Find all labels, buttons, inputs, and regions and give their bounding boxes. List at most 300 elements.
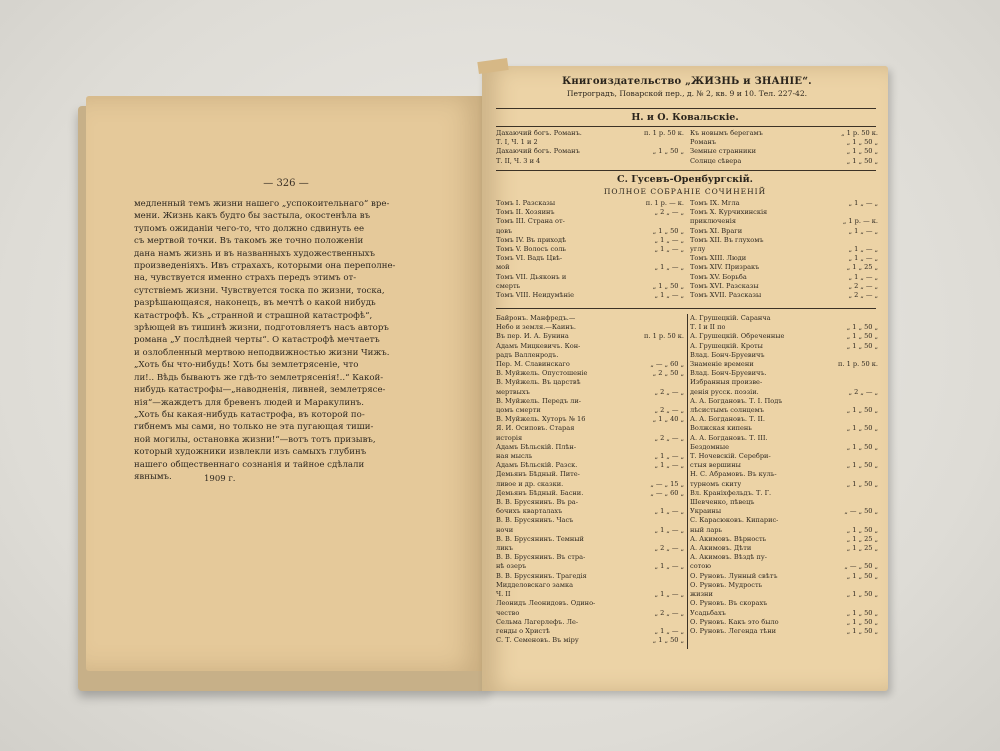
- catalog-entry: [496, 516, 684, 525]
- text-line: медленный темъ жизни нашего „успокоительнаго“ вре-: [134, 199, 390, 209]
- catalog-entry: [496, 138, 684, 147]
- catalog-entry: [496, 388, 684, 397]
- catalog-entry: [496, 590, 684, 599]
- catalog-entry: [690, 526, 878, 535]
- entry-title: Знаменіе времени: [690, 360, 754, 369]
- entry-price: „ 1 „ 50 „: [846, 479, 878, 488]
- text-line: дана намъ жизнь и въ названныхъ художественныхъ: [134, 248, 375, 259]
- column-divider: [687, 314, 688, 649]
- catalog-entry: [496, 618, 684, 627]
- entry-title: Влад. Бонч-Бруевичъ: [690, 350, 765, 359]
- catalog-entry: [496, 147, 684, 156]
- entry-title: О. Руновъ. Лунный свѣтъ: [690, 571, 778, 580]
- text-line: „Хоть бы что-нибудь! Хоть бы землетрясеніе, что: [134, 360, 359, 371]
- catalog-entry: [496, 217, 684, 226]
- entry-title: цовъ: [496, 226, 513, 235]
- entry-price: „ 1 „ — „: [848, 245, 878, 254]
- entry-price: „ 2 „ — „: [654, 608, 684, 617]
- entry-price: „ — „ 50 „: [844, 507, 878, 516]
- catalog-entry: [690, 553, 878, 562]
- entry-title: Украины: [690, 507, 722, 516]
- entry-title: А. А. Богдановъ. Т. II.: [690, 415, 765, 424]
- catalog-entry: [496, 323, 684, 332]
- catalog-entry: [690, 263, 878, 272]
- entry-price: „ 1 „ 50 „: [846, 571, 878, 580]
- entry-title: Леонидъ Леонидовъ. Одино-: [496, 599, 596, 608]
- catalog-entry: [496, 572, 684, 581]
- divider-rule: [496, 126, 876, 127]
- catalog-entry: [496, 498, 684, 507]
- catalog-column-right: [690, 199, 878, 300]
- entry-title: чество: [496, 608, 520, 617]
- entry-price: „ 1 „ 25 „: [846, 263, 878, 272]
- catalog-entry: [496, 360, 684, 369]
- entry-price: „ 1 „ 50 „: [652, 281, 684, 290]
- catalog-entry: [690, 273, 878, 282]
- entry-title: углу: [690, 245, 706, 254]
- entry-title: Земные странники: [690, 147, 756, 156]
- entry-title: мертвыхъ: [496, 387, 530, 396]
- catalog-entry: [496, 434, 684, 443]
- entry-title: денія русск. поэзіи.: [690, 387, 759, 396]
- entry-price: „ 1 „ 25 „: [846, 544, 878, 553]
- catalog-column-left: [496, 314, 684, 645]
- section-heading-kovalskie: Н. и О. Ковальскіе.: [631, 112, 739, 123]
- text-line: разрѣшающаяся, наконецъ, въ мечтѣ о какой нибудь: [134, 298, 376, 309]
- catalog-entry: [496, 254, 684, 263]
- catalog-entry: [496, 480, 684, 489]
- entry-title: Томъ II. Хозяинъ: [496, 208, 555, 217]
- entry-price: „ 2 „ — „: [654, 544, 684, 553]
- entry-title: Солнце сѣвера: [690, 156, 742, 165]
- catalog-entry: [496, 452, 684, 461]
- catalog-entry: [690, 627, 878, 636]
- catalog-entry: [496, 291, 684, 300]
- entry-title: Къ новымъ берегамъ: [690, 129, 763, 137]
- entry-title: Шевченко, пѣвецъ: [690, 498, 755, 507]
- catalog-entry: [690, 236, 878, 245]
- entry-title: Ч. II: [496, 590, 511, 599]
- catalog-entry: [690, 138, 878, 147]
- right-page: [482, 66, 888, 691]
- catalog-entry: [690, 609, 878, 618]
- entry-title: Томъ III. Страна от-: [496, 217, 565, 226]
- catalog-entry: [690, 452, 878, 461]
- catalog-column-right: [690, 314, 878, 636]
- entry-title: А. Акимовъ. Вѣздѣ пу-: [690, 553, 767, 562]
- catalog-entry: [496, 342, 684, 351]
- entry-price: „ 1 „ — „: [654, 562, 684, 571]
- entry-title: Я. И. Осиповъ. Старая: [496, 424, 575, 433]
- catalog-entry: [496, 609, 684, 618]
- catalog-entry: [690, 360, 878, 369]
- catalog-entry: [690, 254, 878, 263]
- entry-title: приключенія: [690, 217, 736, 226]
- divider-rule: [496, 108, 876, 109]
- publisher-name: Книгоиздательство „ЖИЗНЬ и ЗНАНІЕ“.: [562, 76, 812, 87]
- entry-price: „ 2 „ — „: [848, 387, 878, 396]
- torn-corner: [477, 58, 508, 74]
- catalog-entry: [496, 282, 684, 291]
- entry-price: „ 1 „ 40 „: [652, 415, 684, 424]
- catalog-entry: [690, 157, 878, 166]
- catalog-entry: [690, 434, 878, 443]
- entry-title: Томъ XVI. Разсказы: [690, 281, 759, 290]
- entry-price: „ 1 „ — „: [848, 272, 878, 281]
- entry-price: „ 1 „ 50 „: [846, 617, 878, 626]
- entry-price: „ 1 „ 50 „: [652, 147, 684, 156]
- text-line: катастрофѣ. Къ „странной и страшной катастрофѣ“,: [134, 310, 373, 321]
- entry-price: „ 2 „ — „: [654, 433, 684, 442]
- catalog-entry: [690, 498, 878, 507]
- entry-title: А. Грушецкій. Кроты: [690, 341, 763, 350]
- catalog-column-left: [496, 129, 684, 166]
- entry-price: „ 1 „ — „: [654, 452, 684, 461]
- catalog-column-right: [690, 129, 878, 166]
- entry-title: цомъ смерти: [496, 406, 541, 415]
- entry-title: Демьянъ Бѣдный. Басни.: [496, 488, 584, 497]
- entry-title: А. Грушецкій. Обреченные: [690, 332, 785, 341]
- catalog-entry: [690, 323, 878, 332]
- catalog-entry: [690, 535, 878, 544]
- catalog-entry: [496, 378, 684, 387]
- entry-title: турномъ скиту: [690, 479, 742, 488]
- catalog-entry: [690, 208, 878, 217]
- catalog-entry: [690, 406, 878, 415]
- entry-title: радъ Валленродъ.: [496, 350, 559, 359]
- catalog-entry: [690, 129, 878, 138]
- entry-price: „ 1 „ — „: [654, 626, 684, 635]
- entry-title: В. Муйжель. Передъ ли-: [496, 396, 581, 405]
- catalog-entry: [690, 378, 878, 387]
- text-line: нибудь катастрофы—„наводненія, ливней, землетрясе-: [134, 385, 386, 396]
- catalog-entry: [690, 199, 878, 208]
- left-page-text: [134, 198, 452, 483]
- entry-title: Мидделовскаго замка: [496, 580, 574, 589]
- entry-title: В. Муйжель. Хуторъ № 16: [496, 415, 586, 424]
- entry-title: А. Грушецкій. Саранча: [690, 314, 771, 322]
- entry-title: Т. Ночевскій. Серебри-: [690, 452, 771, 461]
- entry-price: п. 1 р. 50 к.: [644, 129, 684, 137]
- catalog-entry: [496, 227, 684, 236]
- catalog-entry: [690, 342, 878, 351]
- entry-title: Въ пер. И. А. Бунина: [496, 332, 569, 341]
- catalog-entry: [690, 599, 878, 608]
- catalog-entry: [690, 424, 878, 433]
- text-line: на, чувствуется именно страхъ передъ этимъ от-: [134, 273, 357, 284]
- entry-title: Байронъ. Манфредъ.—: [496, 314, 576, 322]
- catalog-entry: [690, 590, 878, 599]
- entry-price: „ 2 „ — „: [654, 406, 684, 415]
- catalog-entry: [496, 129, 684, 138]
- entry-title: О. Руновъ. Легенда тѣни: [690, 626, 777, 635]
- entry-title: Адамъ Бѣльскій. Плѣн-: [496, 442, 577, 451]
- catalog-entry: [690, 332, 878, 341]
- entry-title: исторія: [496, 433, 523, 442]
- catalog-entry: [496, 397, 684, 406]
- catalog-entry: [496, 562, 684, 571]
- catalog-entry: [690, 581, 878, 590]
- catalog-block-kovalskie: [496, 129, 876, 169]
- entry-title: Усадьбахъ: [690, 608, 726, 617]
- entry-title: С. Карасюковъ. Кипарис-: [690, 516, 779, 525]
- entry-title: ный ларь: [690, 525, 723, 534]
- catalog-entry: [496, 208, 684, 217]
- text-line: и озлобленный мертвою неподвижностью жизни Чижъ.: [134, 347, 390, 358]
- entry-title: А. А. Богдановъ. Т. І. Подъ: [690, 396, 783, 405]
- text-line: нія“—жаждетъ для бревенъ людей и Маракулинъ.: [134, 397, 364, 408]
- catalog-entry: [496, 535, 684, 544]
- entry-price: „ 1 „ 50 „: [846, 442, 878, 451]
- catalog-entry: [690, 480, 878, 489]
- entry-title: Адамъ Мицкевичъ. Кон-: [496, 341, 581, 350]
- entry-title: Томъ IX. Мгла: [690, 199, 740, 207]
- catalog-entry: [496, 236, 684, 245]
- entry-price: „ 1 „ 50 „: [846, 332, 878, 341]
- entry-title: Томъ XIII. Люди: [690, 254, 747, 263]
- entry-price: „ — „ 15 „: [650, 479, 684, 488]
- entry-price: „ 1 „ — „: [654, 245, 684, 254]
- catalog-entry: [496, 544, 684, 553]
- entry-price: „ 2 „ — „: [848, 281, 878, 290]
- text-line: который художники извлекли изъ самыхъ глубинъ: [134, 447, 367, 458]
- entry-title: смерть: [496, 281, 521, 290]
- entry-title: Томъ VI. Вадъ Цвѣ-: [496, 254, 563, 263]
- entry-price: „ 1 „ — „: [654, 235, 684, 244]
- entry-price: „ 2 „ — „: [654, 387, 684, 396]
- section-subtitle-gusev: ПОЛНОЕ СОБРАНІЕ СОЧИНЕНІЙ: [603, 187, 767, 196]
- entry-title: ливое и др. сказки.: [496, 479, 564, 488]
- entry-title: Демьянъ Бѣдный. Пите-: [496, 470, 580, 479]
- text-line: зрѣющей въ тишинѣ жизни, подготовляетъ насъ авторъ: [134, 323, 389, 334]
- entry-title: Т. I и II по: [690, 323, 726, 332]
- entry-price: „ — „ 60 „: [650, 488, 684, 497]
- catalog-entry: [496, 470, 684, 479]
- text-line: ной могилы, остановка жизни!“—вотъ тотъ призывъ,: [134, 434, 376, 445]
- entry-title: Дахаючий богъ. Романъ: [496, 147, 580, 156]
- entry-title: Т. I, Ч. 1 и 2: [496, 138, 538, 147]
- entry-price: „ 1 „ 50 „: [846, 156, 878, 165]
- entry-title: Томъ XVII. Разсказы: [690, 291, 762, 300]
- entry-price: „ 1 „ 50 „: [652, 226, 684, 235]
- catalog-entry: [496, 199, 684, 208]
- divider-rule: [496, 170, 876, 171]
- text-line: романа „У послѣдней черты“. О катастрофѣ мечтаетъ: [134, 335, 380, 346]
- entry-title: Т. II, Ч. 3 и 4: [496, 156, 541, 165]
- entry-title: Дахаючий богъ. Романъ.: [496, 129, 582, 137]
- catalog-entry: [496, 526, 684, 535]
- entry-title: бочихъ кварталахъ: [496, 507, 563, 516]
- entry-title: В. Муйжель. Опустошеніе: [496, 369, 588, 378]
- entry-title: А. Акимовъ. Вѣрность: [690, 534, 767, 543]
- entry-title: Бездомные: [690, 442, 730, 451]
- entry-title: ликъ: [496, 544, 513, 553]
- entry-title: А. Акимовъ. Дѣти: [690, 544, 752, 553]
- entry-price: „ 1 „ — „: [848, 226, 878, 235]
- entry-price: п. 1 р. 50 к.: [838, 360, 878, 369]
- catalog-block-gusev: [496, 199, 876, 305]
- entry-title: О. Руновъ. Какъ это было: [690, 617, 779, 626]
- catalog-entry: [690, 217, 878, 226]
- text-line: сутствіемъ жизни. Чувствуется тоска по жизни, тоска,: [134, 285, 385, 296]
- entry-title: сотою: [690, 562, 712, 571]
- entry-price: „ 1 „ — „: [654, 263, 684, 272]
- catalog-entry: [690, 314, 878, 323]
- entry-title: Избранныя произве-: [690, 378, 763, 387]
- entry-price: „ 1 „ — „: [848, 254, 878, 263]
- text-line: явнымъ.: [134, 471, 172, 482]
- catalog-entry: [690, 282, 878, 291]
- entry-title: Томъ V. Волосъ соль: [496, 245, 566, 254]
- entry-price: „ 1 „ — „: [654, 590, 684, 599]
- entry-price: п. 1 р. — к.: [645, 199, 684, 207]
- text-line: тупомъ ожиданіи чего-то, что должно сдвинуть ее: [134, 223, 365, 234]
- entry-title: Томъ I. Разсказы: [496, 199, 556, 207]
- section-heading-gusev: С. Гусевъ-Оренбургскій.: [617, 174, 753, 185]
- text-line: произведеніяхъ. Ивъ страхахъ, которыми она переполне-: [134, 261, 396, 272]
- entry-title: С. Т. Семеновъ. Въ міру: [496, 636, 579, 645]
- entry-price: „ 1 „ 50 „: [846, 525, 878, 534]
- entry-title: стыя вершины: [690, 461, 741, 470]
- text-line: мени. Жизнь какъ будто бы застыла, окостенѣла въ: [134, 211, 371, 222]
- essay-date: 1909 г.: [204, 474, 236, 484]
- catalog-entry: [496, 443, 684, 452]
- entry-price: п. 1 р. 50 к.: [644, 332, 684, 341]
- catalog-entry: [690, 618, 878, 627]
- catalog-entry: [496, 599, 684, 608]
- entry-title: Томъ IV. Въ приходѣ: [496, 235, 567, 244]
- catalog-entry: [690, 470, 878, 479]
- entry-price: „ 1 „ — „: [654, 525, 684, 534]
- entry-title: В. В. Брусянинъ. Трагедія: [496, 571, 587, 580]
- entry-title: жизни: [690, 590, 713, 599]
- catalog-entry: [690, 415, 878, 424]
- catalog-entry: [690, 369, 878, 378]
- entry-title: нѣ озеръ: [496, 562, 527, 571]
- entry-title: Адамъ Бѣльскій. Разск.: [496, 461, 578, 470]
- entry-price: „ — „ 60 „: [650, 360, 684, 369]
- entry-title: Пер. М. Славинскаго: [496, 360, 570, 369]
- catalog-entry: [690, 544, 878, 553]
- catalog-entry: [496, 461, 684, 470]
- entry-title: Томъ VIII. Неидумѣніе: [496, 291, 575, 300]
- catalog-column-left: [496, 199, 684, 300]
- entry-title: В. В. Брусянинъ. Въ ра-: [496, 498, 578, 507]
- entry-title: О. Руновъ. Мудрость: [690, 580, 763, 589]
- entry-title: В. В. Брусянинъ. Часъ: [496, 516, 574, 525]
- entry-title: О. Руновъ. Въ скорахъ: [690, 599, 768, 608]
- left-page: [86, 96, 486, 671]
- entry-title: А. А. Богдановъ. Т. III.: [690, 433, 768, 442]
- entry-title: генды о Христѣ: [496, 626, 550, 635]
- entry-price: „ 2 „ — „: [654, 208, 684, 217]
- text-line: ли!.. Вѣдь бываютъ же гдѣ-то землетрясенія!..“ Какой-: [134, 372, 384, 383]
- catalog-entry: [690, 388, 878, 397]
- entry-price: „ 1 „ 50 „: [846, 461, 878, 470]
- entry-price: „ 1 „ 50 „: [846, 147, 878, 156]
- catalog-entry: [496, 636, 684, 645]
- catalog-entry: [496, 406, 684, 415]
- catalog-entry: [690, 461, 878, 470]
- entry-title: В. Муйжель. Въ царствѣ: [496, 378, 581, 387]
- entry-price: „ 1 „ — „: [654, 507, 684, 516]
- entry-price: „ 1 „ 50 „: [846, 424, 878, 433]
- catalog-entry: [496, 581, 684, 590]
- entry-title: Томъ VII. Дьяконъ и: [496, 272, 567, 281]
- page-number: — 326 —: [263, 178, 309, 189]
- entry-title: Влад. Бонч-Бруевичъ.: [690, 369, 767, 378]
- entry-title: Томъ XI. Враги: [690, 226, 743, 235]
- catalog-entry: [496, 627, 684, 636]
- catalog-entry: [496, 553, 684, 562]
- catalog-entry: [690, 351, 878, 360]
- entry-price: „ — „ 50 „: [844, 562, 878, 571]
- entry-price: „ 1 „ 50 „: [846, 323, 878, 332]
- catalog-entry: [496, 424, 684, 433]
- catalog-entry: [496, 507, 684, 516]
- entry-title: ная мысль: [496, 452, 533, 461]
- entry-title: Томъ XIV. Призракъ: [690, 263, 760, 272]
- entry-price: „ 1 „ — „: [654, 291, 684, 300]
- catalog-entry: [496, 351, 684, 360]
- entry-title: В. В. Брусянинъ. Въ стра-: [496, 553, 586, 562]
- entry-price: „ 1 „ 50 „: [846, 608, 878, 617]
- entry-title: ночи: [496, 525, 514, 534]
- entry-title: Томъ XV. Борьба: [690, 272, 747, 281]
- catalog-entry: [690, 291, 878, 300]
- catalog-entry: [690, 147, 878, 156]
- catalog-entry: [690, 507, 878, 516]
- entry-price: „ 1 „ 50 „: [846, 590, 878, 599]
- catalog-entry: [690, 245, 878, 254]
- entry-price: „ 1 р. — к.: [842, 217, 878, 226]
- text-line: „Хоть бы какая-нибудь катастрофа, въ которой по-: [134, 409, 365, 420]
- entry-title: лѣсистымъ солнцемъ: [690, 406, 764, 415]
- catalog-entry: [496, 263, 684, 272]
- entry-title: В. В. Брусянинъ. Темный: [496, 534, 584, 543]
- text-line: съ мертвой точки. Въ такомъ же точно положеніи: [134, 236, 364, 247]
- divider-rule: [496, 308, 876, 309]
- entry-price: „ 1 „ 50 „: [846, 626, 878, 635]
- text-line: гибнемъ мы сами, но только не эта пугающая тиши-: [134, 422, 374, 433]
- entry-title: мой: [496, 263, 510, 272]
- open-book: [78, 66, 893, 696]
- catalog-entry: [690, 516, 878, 525]
- entry-price: „ 1 „ 50 „: [652, 636, 684, 645]
- entry-price: „ 1 „ — „: [848, 199, 878, 207]
- entry-title: Томъ X. Курчихинскія: [690, 208, 768, 217]
- entry-price: „ 1 „ — „: [654, 461, 684, 470]
- entry-price: „ 1 „ 50 „: [846, 406, 878, 415]
- entry-title: Романъ: [690, 138, 717, 147]
- entry-price: „ 2 „ 50 „: [652, 369, 684, 378]
- catalog-entry: [496, 314, 684, 323]
- entry-title: Волжская кипень: [690, 424, 752, 433]
- entry-price: „ 1 р. 50 к.: [841, 129, 878, 137]
- publisher-address: Петроградъ, Поварской пер., д. № 2, кв. 9 и 10. Тел. 227-42.: [566, 89, 808, 98]
- entry-title: Вл. Краніхфельдъ. Т. Г.: [690, 488, 772, 497]
- catalog-entry: [496, 273, 684, 282]
- catalog-entry: [690, 227, 878, 236]
- catalog-entry: [690, 572, 878, 581]
- entry-price: „ 1 „ 25 „: [846, 534, 878, 543]
- entry-title: Н. С. Абрамовъ. Въ куль-: [690, 470, 777, 479]
- text-line: нашего общественнаго сознанія и тайное сдѣлали: [134, 459, 365, 470]
- catalog-entry: [690, 489, 878, 498]
- catalog-entry: [690, 397, 878, 406]
- catalog-entry: [496, 157, 684, 166]
- entry-price: „ 1 „ 50 „: [846, 138, 878, 147]
